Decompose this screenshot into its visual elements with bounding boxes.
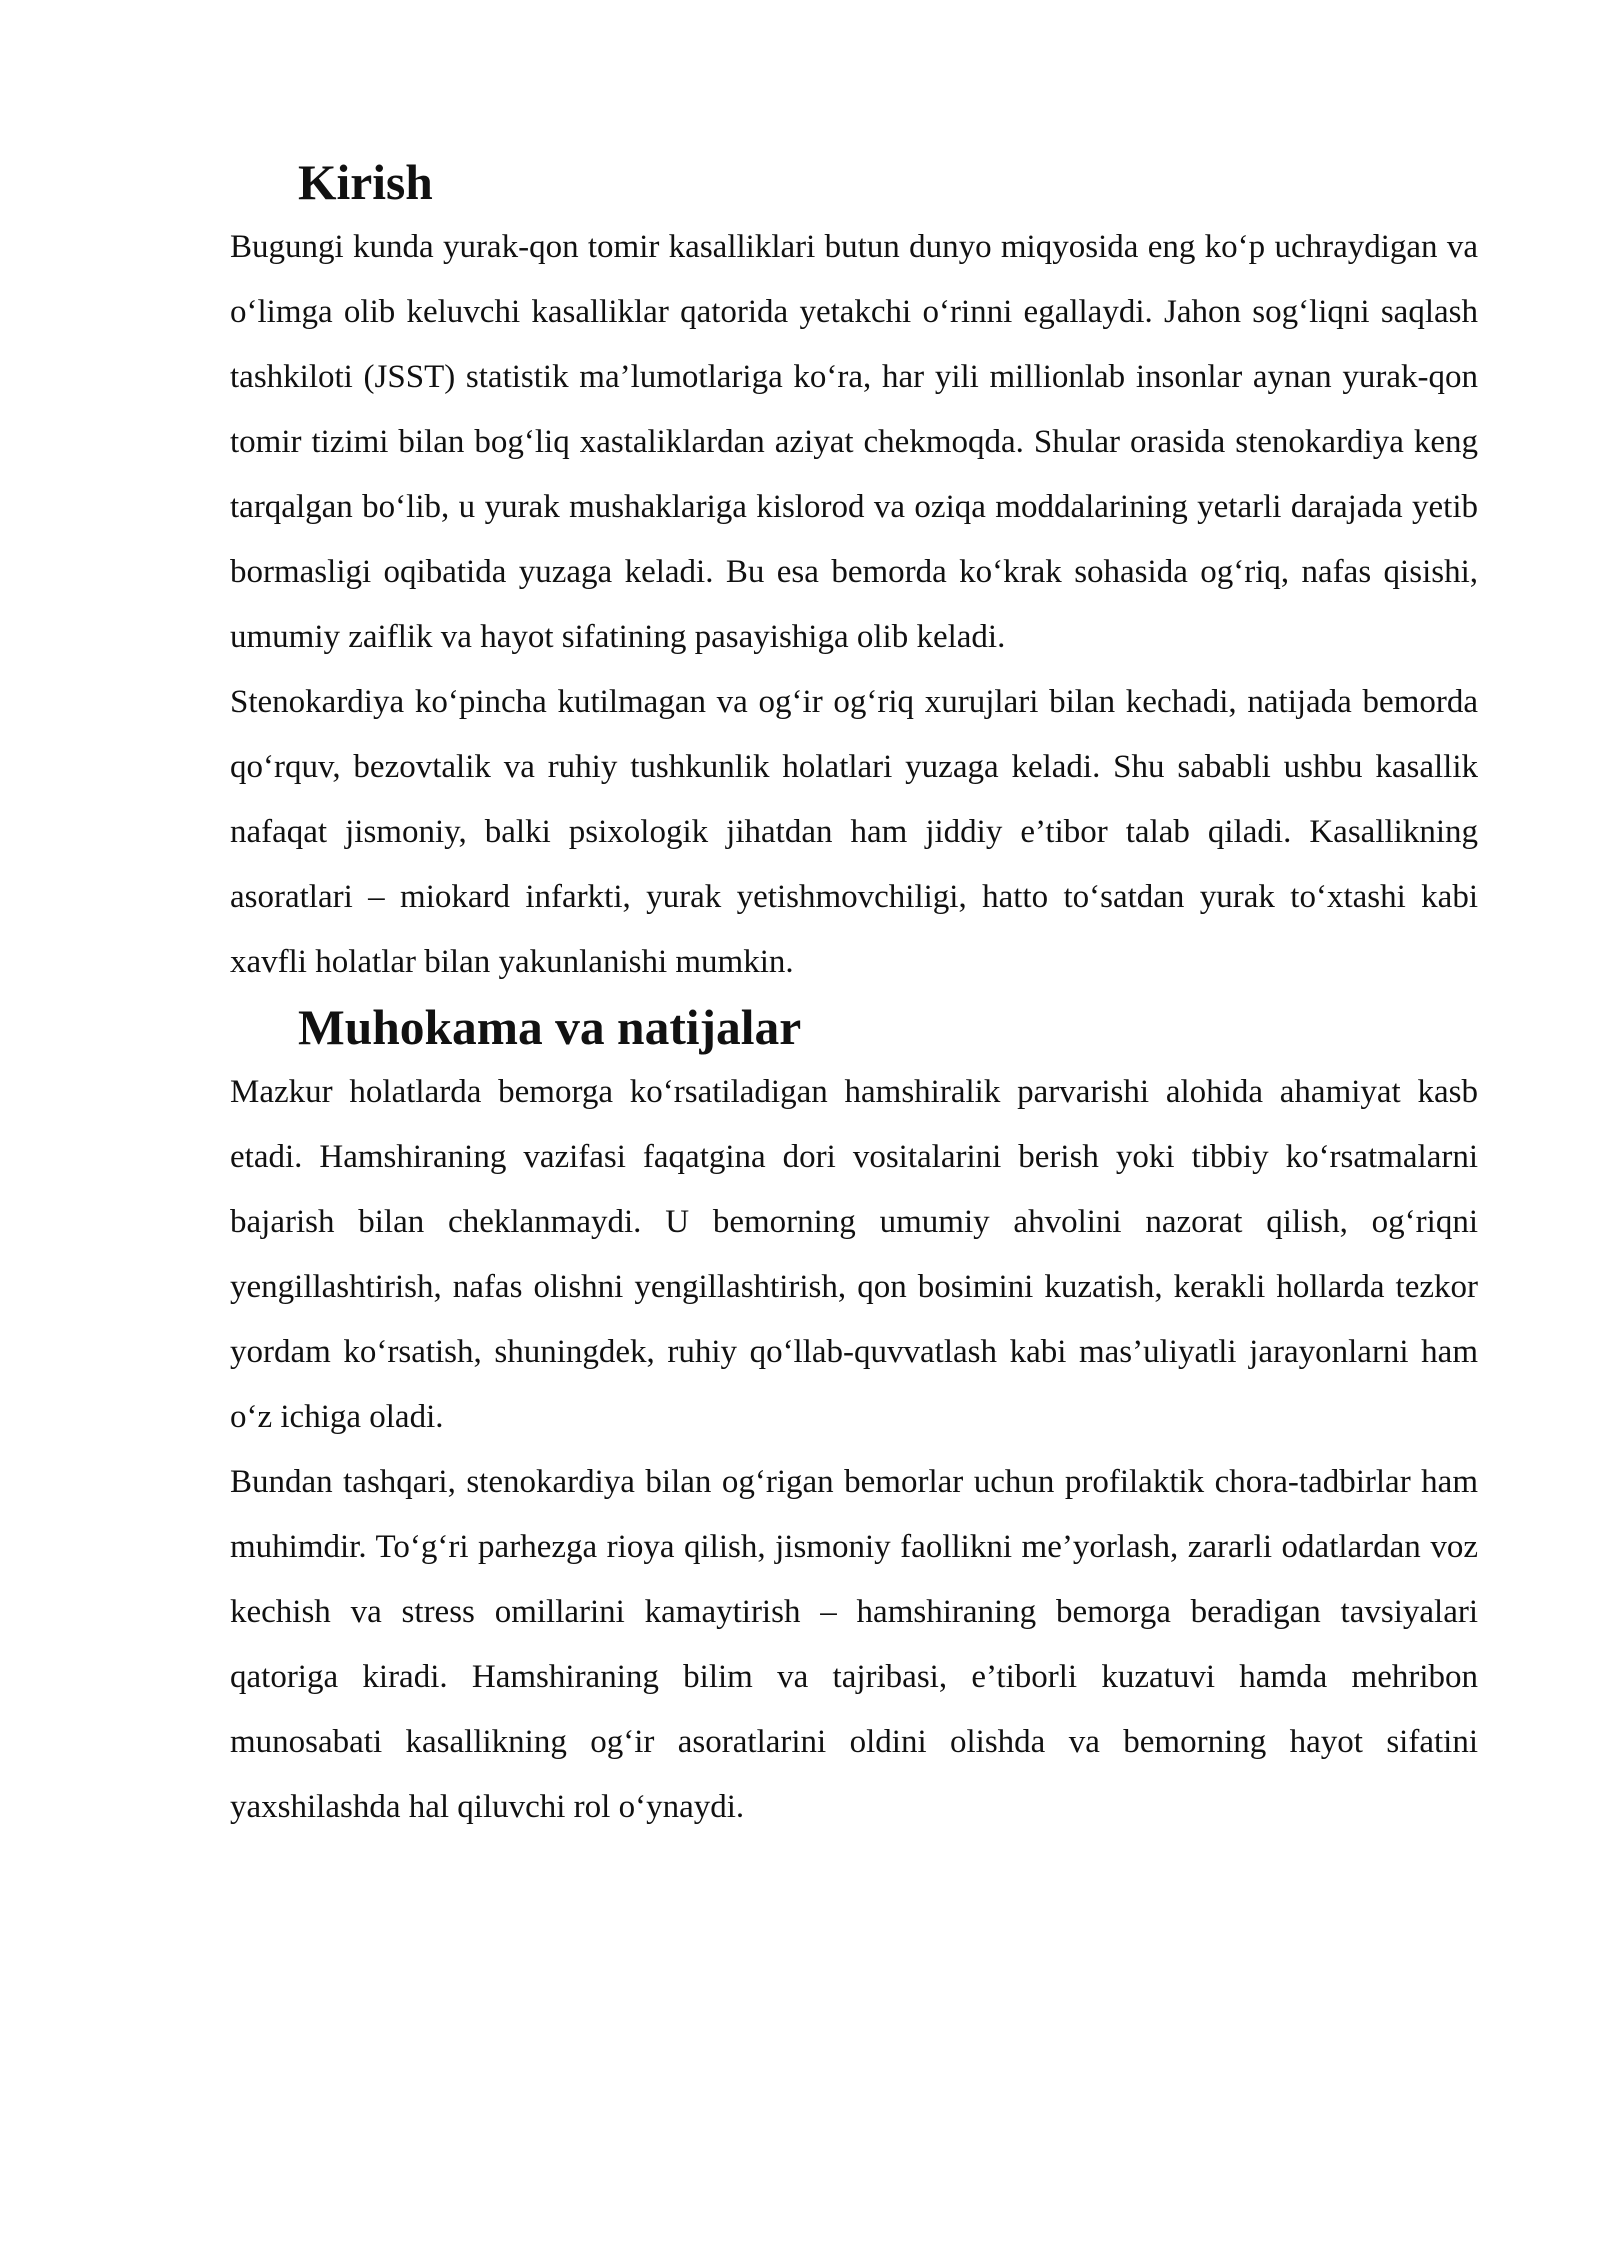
paragraph: Bundan tashqari, stenokardiya bilan og‘rigan bemorlar uchun profilaktik chora-tadbirlar ham muhimdir. To‘g‘ri parhezga rioya qilish, jismoniy faollikni me’yorlash, zararli odatlardan voz kechish va stress omillarini kamaytirish – hamshiraning bemorga beradigan tavsiyalari qatoriga kiradi. Hamshiraning bilim va tajribasi, e’tiborli kuzatuvi hamda mehribon munosabati kasallikning og‘ir asoratlarini oldini olishda va bemorning hayot sifatini yaxshilashda hal qiluvchi rol o‘ynaydi. bbox=[230, 1464, 1478, 1825]
paragraph: Bugungi kunda yurak-qon tomir kasalliklari butun dunyo miqyosida eng ko‘p uchraydigan va o‘limga olib keluvchi kasalliklar qatorida yetakchi o‘rinni egallaydi. Jahon sog‘liqni saqlash tashkiloti (JSST) statistik ma’lumotlariga ko‘ra, har yili millionlab insonlar aynan yurak-qon tomir tizimi bilan bog‘liq xastaliklardan aziyat chekmoqda. Shular orasida stenokardiya keng tarqalgan bo‘lib, u yurak mushaklariga kislorod va oziqa moddalarining yetarli darajada yetib bormasligi oqibatida yuzaga keladi. Bu esa bemorda ko‘krak sohasida og‘riq, nafas qisishi, umumiy zaiflik va hayot sifatining pasayishiga olib keladi. bbox=[230, 229, 1478, 655]
section-heading-muhokama: Muhokama va natijalar bbox=[298, 1000, 802, 1055]
document-page bbox=[230, 150, 1478, 1840]
paragraph: Mazkur holatlarda bemorga ko‘rsatiladigan hamshiralik parvarishi alohida ahamiyat kasb etadi. Hamshiraning vazifasi faqatgina dori vositalarini berish yoki tibbiy ko‘rsatmalarni bajarish bilan cheklanmaydi. U bemorning umumiy ahvolini nazorat qilish, og‘riqni yengillashtirish, nafas olishni yengillashtirish, qon bosimini kuzatish, kerakli hollarda tezkor yordam ko‘rsatish, shuningdek, ruhiy qo‘llab-quvvatlash kabi mas’uliyatli jarayonlarni ham o‘z ichiga oladi. bbox=[230, 1074, 1478, 1435]
paragraph: Stenokardiya ko‘pincha kutilmagan va og‘ir og‘riq xurujlari bilan kechadi, natijada bemorda qo‘rquv, bezovtalik va ruhiy tushkunlik holatlari yuzaga keladi. Shu sababli ushbu kasallik nafaqat jismoniy, balki psixologik jihatdan ham jiddiy e’tibor talab qiladi. Kasallikning asoratlari – miokard infarkti, yurak yetishmovchiligi, hatto to‘satdan yurak to‘xtashi kabi xavfli holatlar bilan yakunlanishi mumkin. bbox=[230, 684, 1478, 980]
section-heading-kirish: Kirish bbox=[298, 155, 433, 210]
